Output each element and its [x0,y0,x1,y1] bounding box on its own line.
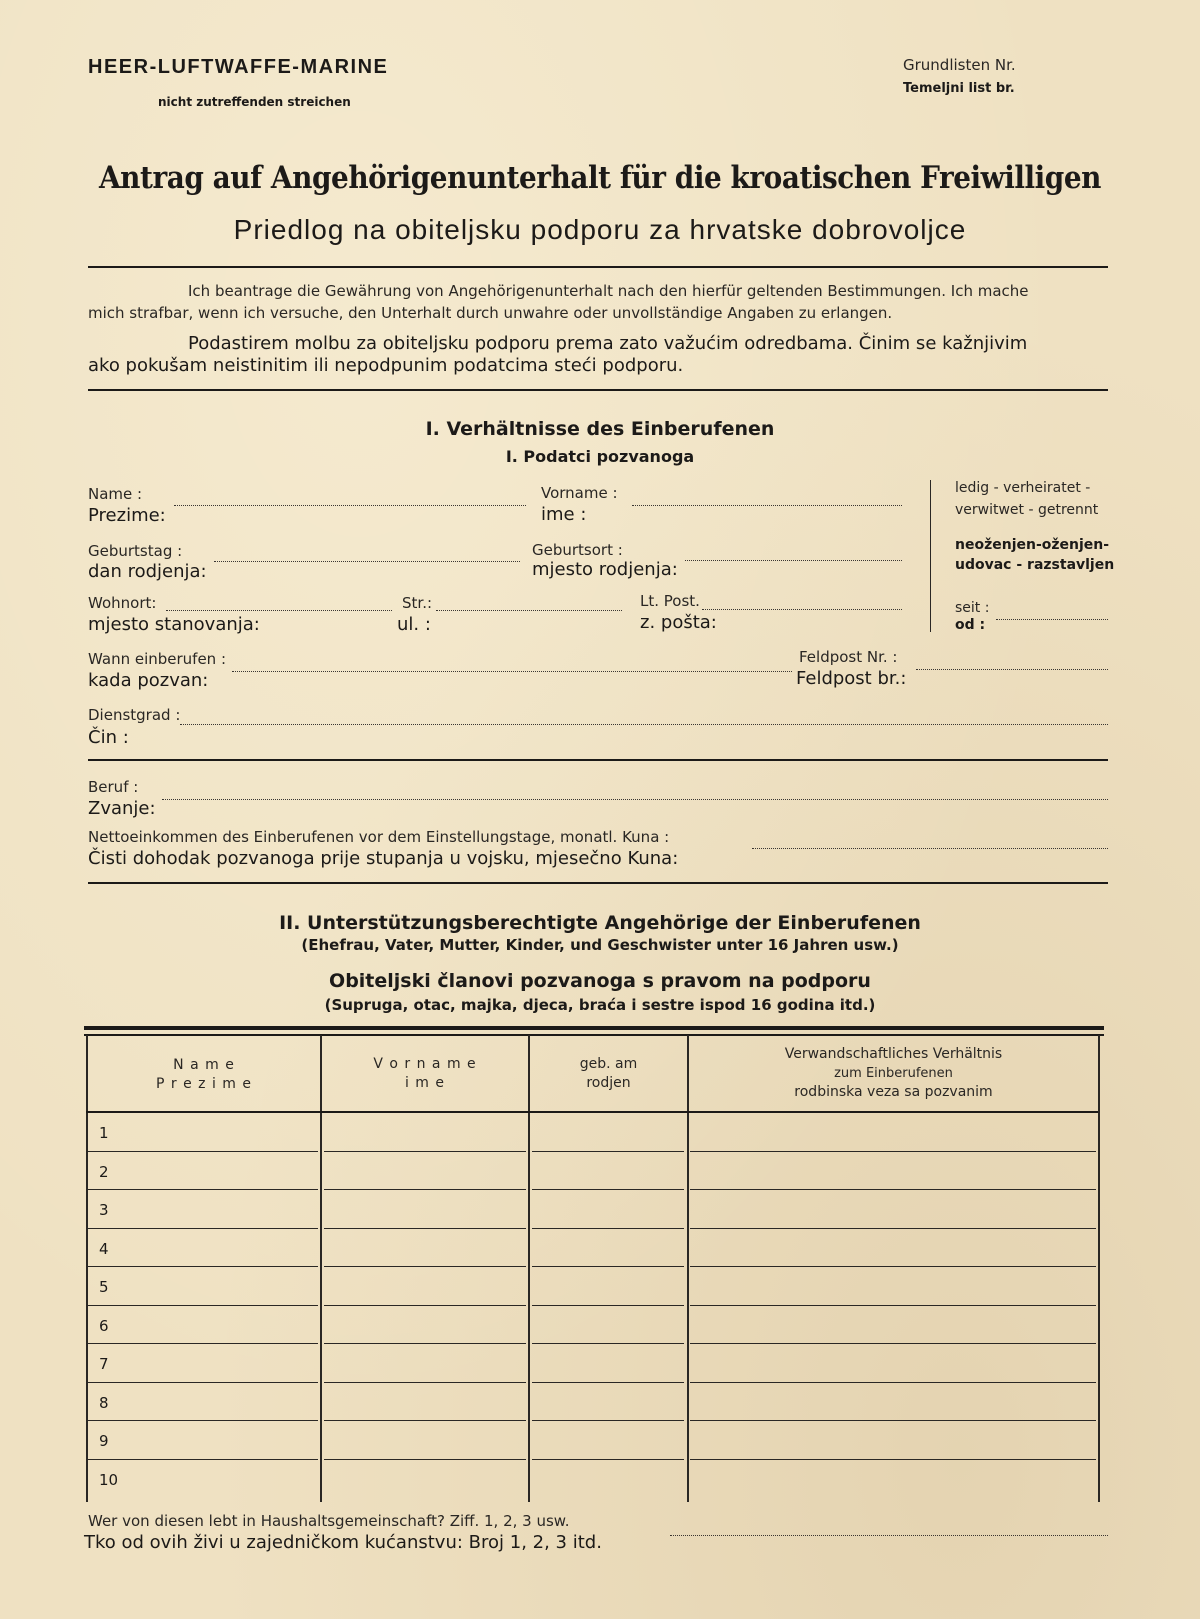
row-number: 2 [99,1162,109,1181]
row-rule [532,1305,684,1306]
row-rule [532,1459,684,1460]
income-field[interactable] [752,848,1108,849]
row-number: 5 [99,1278,109,1296]
row-rule [324,1459,526,1460]
branch-note: nicht zutreffenden streichen [158,95,351,109]
income-label-de: Nettoeinkommen des Einberufenen vor dem Einstellungstage, monatl. Kuna : [88,828,670,846]
row-rule [88,1189,318,1190]
street-label-de: Str.: [402,594,433,612]
birthday-label-de: Geburtstag : [88,542,183,560]
row-rule [88,1459,318,1460]
col-name-de: N a m e [173,1057,235,1073]
since-label-hr: od : [955,617,986,633]
row-rule [532,1189,684,1190]
row-rule [324,1305,526,1306]
job-label-hr: Zvanje: [88,798,156,819]
section2-subtitle-hr: (Supruga, otac, majka, djeca, braća i sestre ispod 16 godina itd.) [324,996,876,1014]
vorname-label-hr: ime : [541,504,587,525]
row-rule [324,1382,526,1383]
divider-4 [88,882,1108,884]
table-top-rule [84,1026,1104,1030]
col-birth-header [530,1055,687,1093]
col-name-header [88,1056,320,1094]
street-field[interactable] [436,610,622,611]
row-rule [88,1382,318,1383]
col-name-hr: P r e z i m e [155,1076,252,1092]
row-rule [690,1151,1096,1152]
birthday-label-hr: dan rodjenja: [88,561,207,582]
name-label-hr: Prezime: [88,505,166,526]
street-label-hr: ul. : [397,614,431,635]
section2-subtitle-de: (Ehefrau, Vater, Mutter, Kinder, und Geschwister unter 16 Jahren usw.) [301,936,899,954]
row-rule [88,1266,318,1267]
vorname-label-de: Vorname : [541,484,618,502]
footer-de: Wer von diesen lebt in Haushaltsgemeinschaft? Ziff. 1, 2, 3 usw. [88,1512,570,1530]
row-rule [532,1151,684,1152]
called-label-hr: kada pozvan: [88,670,209,691]
rank-label-hr: Čin : [88,727,129,748]
row-number: 8 [99,1393,109,1412]
row-rule [88,1343,318,1344]
row-rule [88,1151,318,1152]
status-de-line2: verwitwet - getrennt [955,502,1099,518]
name-field[interactable] [174,505,526,506]
table-left-border [86,1035,88,1502]
col-relation-de2: zum Einberufenen [834,1066,953,1081]
post-label-hr: z. pošta: [640,612,717,633]
divider-2 [88,389,1108,391]
table-col-divider-3 [687,1035,689,1502]
birthplace-label-hr: mjesto rodjenja: [532,559,678,580]
declaration-de-line2: mich strafbar, wenn ich versuche, den Unterhalt durch unwahre oder unvollständige Angaben zu erlangen. [88,304,893,322]
list-number-de: Grundlisten Nr. [903,56,1016,74]
divider-3 [88,759,1108,761]
col-relation-hr: rodbinska veza sa pozvanim [794,1084,993,1100]
birthplace-field[interactable] [685,560,902,561]
row-rule [532,1420,684,1421]
row-number: 3 [99,1201,109,1219]
residence-label-hr: mjesto stanovanja: [88,614,260,635]
row-rule [532,1382,684,1383]
called-field[interactable] [232,671,792,672]
birthday-field[interactable] [214,561,520,562]
row-number: 10 [99,1470,119,1489]
table-header-bottom [86,1111,1098,1113]
row-rule [690,1266,1096,1267]
row-rule [88,1305,318,1306]
job-field[interactable] [162,799,1108,800]
table-top-rule-thin [84,1034,1104,1036]
since-label-de: seit : [955,600,990,616]
table-col-divider-1 [320,1035,322,1502]
vorname-field[interactable] [632,505,902,506]
section1-title-hr: I. Podatci pozvanoga [505,447,695,466]
since-field[interactable] [996,619,1108,620]
title-hr: Priedlog na obiteljsku podporu za hrvatske dobrovoljce [233,214,967,245]
col-birth-hr: rodjen [586,1075,631,1091]
row-rule [690,1343,1096,1344]
col-vorname-hr: i m e [404,1075,446,1091]
section2-title-hr: Obiteljski članovi pozvanoga s pravom na podporu [329,970,871,992]
col-relation-header [689,1045,1098,1102]
rank-field[interactable] [180,724,1108,725]
row-rule [532,1343,684,1344]
row-rule [690,1228,1096,1229]
row-rule [532,1266,684,1267]
col-birth-de: geb. am [579,1056,638,1072]
row-rule [532,1228,684,1229]
row-rule [690,1189,1096,1190]
status-hr-line2: udovac - razstavljen [955,557,1115,573]
rank-label-de: Dienstgrad : [88,706,181,724]
table-right-border [1098,1035,1100,1502]
table-col-divider-2 [528,1035,530,1502]
row-rule [324,1420,526,1421]
name-label-de: Name : [88,485,143,503]
job-label-de: Beruf : [88,778,139,796]
row-rule [690,1382,1096,1383]
declaration-hr-line1: Podastirem molbu za obiteljsku podporu prema zato važućim odredbama. Činim se kažnjivim [188,333,1028,354]
residence-field[interactable] [166,610,392,611]
title-de: Antrag auf Angehörigenunterhalt für die kroatischen Freiwilligen [98,160,1102,196]
row-rule [324,1266,526,1267]
status-divider [930,480,931,632]
status-de-line1: ledig - verheiratet - [955,480,1091,496]
divider-1 [88,266,1108,268]
row-rule [324,1228,526,1229]
col-vorname-de: V o r n a m e [373,1056,477,1072]
called-label-de: Wann einberufen : [88,650,227,668]
section1-title-de: I. Verhältnisse des Einberufenen [425,418,775,440]
row-rule [690,1420,1096,1421]
section2-title-de: II. Unterstützungsberechtigte Angehörige der Einberufenen [279,912,921,934]
footer-hr: Tko od ovih živi u zajedničkom kućanstvu: Broj 1, 2, 3 itd. [84,1532,602,1553]
row-number: 9 [99,1432,109,1450]
branch-heading: HEER-LUFTWAFFE-MARINE [88,56,389,78]
post-field[interactable] [702,609,902,610]
household-field[interactable] [670,1535,1108,1536]
feldpost-label-de: Feldpost Nr. : [799,648,898,666]
row-rule [690,1459,1096,1460]
status-hr-line1: neoženjen-oženjen- [955,537,1110,553]
post-label-de: Lt. Post. [640,592,700,610]
birthplace-label-de: Geburtsort : [532,541,623,559]
row-rule [324,1343,526,1344]
row-number: 7 [99,1355,109,1373]
row-rule [324,1189,526,1190]
row-rule [324,1151,526,1152]
row-rule [690,1305,1096,1306]
row-number: 4 [99,1239,109,1258]
declaration-hr-line2: ako pokušam neistinitim ili nepodpunim podatcima steći podporu. [88,355,684,376]
col-relation-de1: Verwandschaftliches Verhältnis [784,1046,1003,1062]
feldpost-label-hr: Feldpost br.: [796,668,907,689]
residence-label-de: Wohnort: [88,594,157,612]
row-rule [88,1228,318,1229]
declaration-de-line1: Ich beantrage die Gewährung von Angehörigenunterhalt nach den hierfür geltenden Bestimmungen. Ich mache [188,282,1029,300]
row-number: 6 [99,1316,109,1335]
row-number: 1 [99,1124,109,1142]
feldpost-field[interactable] [916,669,1108,670]
col-vorname-header [322,1055,528,1093]
list-number-hr: Temeljni list br. [903,81,1015,96]
row-rule [88,1420,318,1421]
income-label-hr: Čisti dohodak pozvanoga prije stupanja u vojsku, mjesečno Kuna: [88,848,679,869]
